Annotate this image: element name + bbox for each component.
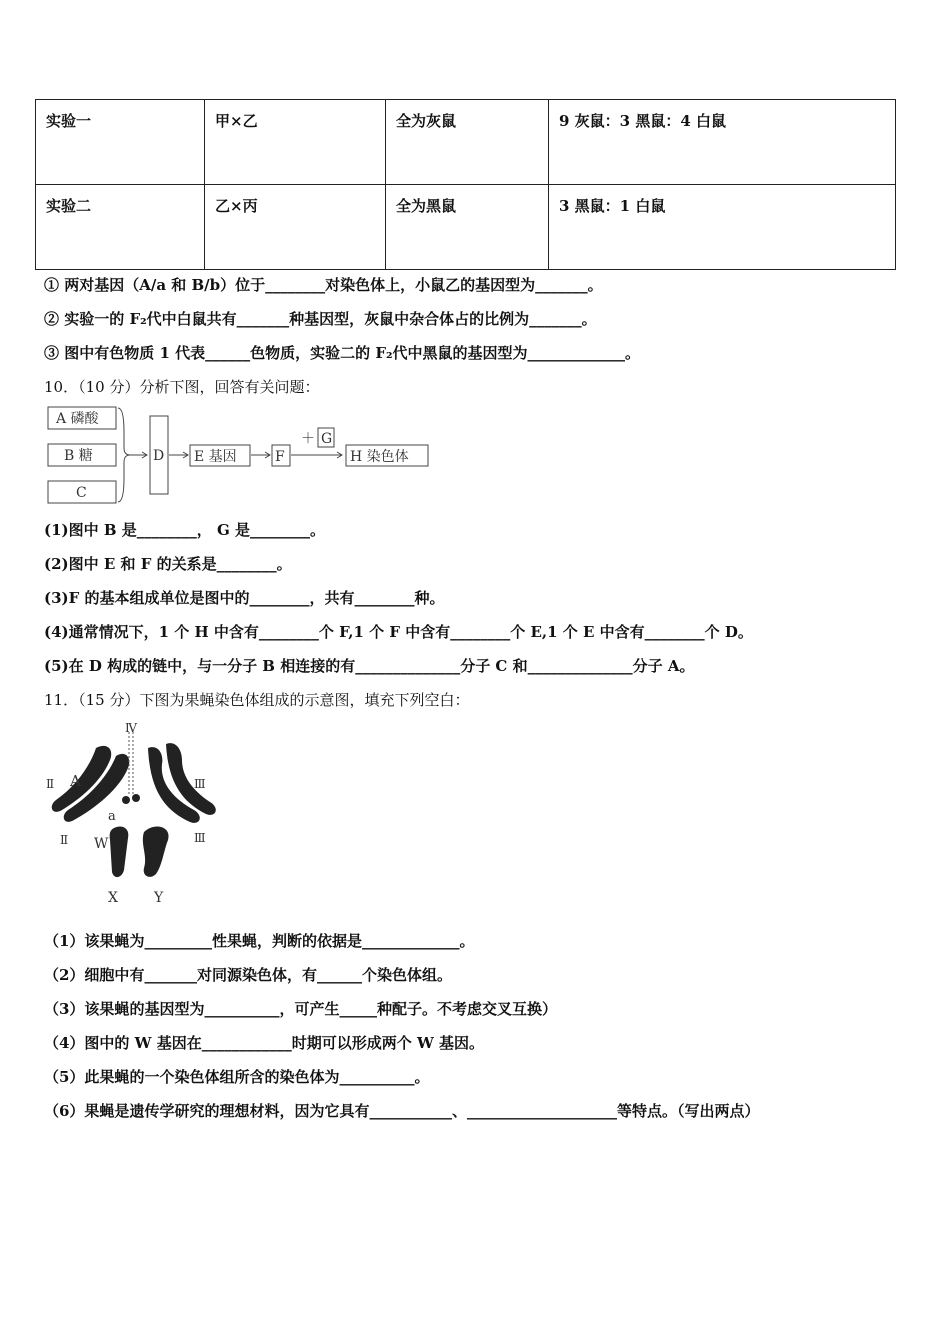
table-cell: 实验二: [36, 185, 205, 270]
drosophila-chromosome-diagram: [44, 720, 224, 910]
chromosome-iv-guide: [129, 732, 133, 796]
label-gene-A: A: [70, 772, 81, 790]
label-y-chromosome: Y: [154, 890, 164, 906]
q11-sub3: （3）该果蝇的基因型为__________，可产生_____种配子。不考虑交叉互换）: [44, 1000, 557, 1018]
q10-sub3: (3)F 的基本组成单位是图中的________，共有________种。: [44, 589, 445, 607]
label-ii-top: Ⅱ: [46, 777, 55, 791]
table-cell: 全为黑鼠: [386, 185, 549, 270]
q9-sub2: ② 实验一的 F₂代中白鼠共有_______种基因型，灰鼠中杂合体占的比例为_______。: [44, 310, 597, 328]
box-e-label: E 基因: [194, 449, 237, 465]
label-iii-bottom: Ⅲ: [194, 831, 206, 845]
experiment-table: [35, 99, 896, 270]
q10-sub2: (2)图中 E 和 F 的关系是________。: [44, 555, 292, 573]
label-iii-top: Ⅲ: [194, 777, 206, 791]
label-x-chromosome: X: [108, 890, 118, 906]
nucleic-acid-diagram: [44, 402, 444, 512]
label-ii-bottom: Ⅱ: [60, 833, 69, 847]
box-h-label: H 染色体: [350, 449, 409, 465]
q11-sub6: （6）果蝇是遗传学研究的理想材料，因为它具有___________、____________________等特点。（写出两点）: [44, 1102, 760, 1120]
q11-sub5: （5）此果蝇的一个染色体组所含的染色体为__________。: [44, 1068, 430, 1086]
box-d-label: D: [153, 448, 165, 464]
table-row: [36, 185, 896, 270]
q9-sub1: ① 两对基因（A/a 和 B/b）位于________对染色体上，小鼠乙的基因型为_______。: [44, 276, 603, 294]
table-cell: 3 黑鼠：1 白鼠: [549, 185, 896, 270]
table-row: [36, 100, 896, 185]
table-cell: 甲×乙: [205, 100, 386, 185]
q11-sub4: （4）图中的 W 基因在____________时期可以形成两个 W 基因。: [44, 1034, 485, 1052]
plus-sign: ＋: [301, 431, 315, 447]
q10-header: 10．（10 分）分析下图，回答有关问题：: [44, 378, 320, 396]
label-gene-a: a: [108, 809, 116, 824]
q10-sub4: (4)通常情况下，1 个 H 中含有________个 F,1 个 F 中含有________个 E,1 个 E 中含有________个 D。: [44, 623, 753, 641]
q11-sub2: （2）细胞中有_______对同源染色体，有______个染色体组。: [44, 966, 452, 984]
table-cell: 实验一: [36, 100, 205, 185]
box-g-label: G: [321, 431, 333, 447]
chromosome-y: [143, 826, 169, 876]
table-cell: 9 灰鼠：3 黑鼠：4 白鼠: [549, 100, 896, 185]
q10-sub1: (1)图中 B 是________， G 是________。: [44, 521, 326, 539]
table-cell: 乙×丙: [205, 185, 386, 270]
label-gene-W: W: [94, 836, 109, 852]
chromosome-iv-left: [122, 796, 130, 804]
chromosome-x: [110, 826, 129, 877]
q10-sub5: (5)在 D 构成的链中，与一分子 B 相连接的有______________分子 C 和______________分子 A。: [44, 657, 695, 675]
chromosome-iv-right: [132, 794, 140, 802]
brace: [118, 408, 130, 502]
q11-sub1: （1）该果蝇为_________性果蝇，判断的依据是_____________。: [44, 932, 475, 950]
box-f-label: F: [275, 449, 285, 465]
box-c-label: C: [76, 485, 87, 501]
table-cell: 全为灰鼠: [386, 100, 549, 185]
label-iv: Ⅳ: [125, 721, 137, 735]
box-b-label: B 糖: [64, 448, 93, 464]
q9-sub3: ③ 图中有色物质 1 代表______色物质，实验二的 F₂代中黑鼠的基因型为_____________。: [44, 344, 641, 362]
box-a-label: A 磷酸: [56, 411, 99, 427]
q11-header: 11．（15 分）下图为果蝇染色体组成的示意图，填充下列空白：: [44, 691, 470, 709]
